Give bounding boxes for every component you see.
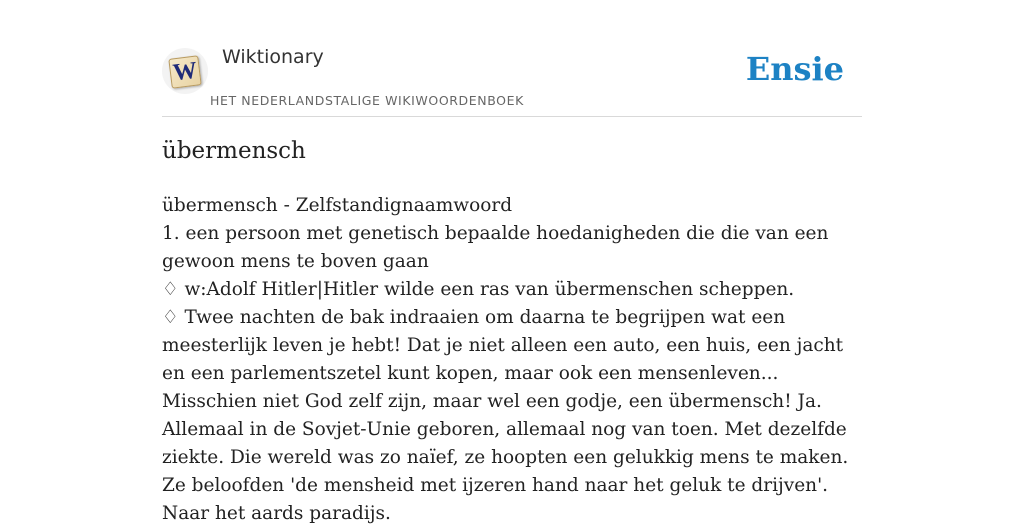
ensie-brand-link[interactable]: Ensie xyxy=(745,50,844,88)
page-title: übermensch xyxy=(162,138,306,164)
site-subtitle: HET NEDERLANDSTALIGE WIKIWOORDENBOEK xyxy=(210,93,524,108)
site-header xyxy=(162,40,862,117)
wiktionary-logo-icon: W xyxy=(168,55,201,88)
site-name[interactable]: Wiktionary xyxy=(222,46,324,68)
entry-content xyxy=(162,192,860,528)
definition-line: 1. een persoon met genetisch bepaalde hoedanigheden die die van een gewoon mens te boven gaan xyxy=(162,223,829,272)
example-line: ♢ Twee nachten de bak indraaien om daarna te begrijpen wat een meesterlijk leven je hebt! Dat je niet alleen een auto, een huis, een jacht en een parlementszetel kunt kopen, maar ook een mensenleven... Misschien niet God zelf zijn, maar wel een godje, een übermensch! Ja. Allemaal in de Sovjet-Unie geboren, allemaal nog van toen. Met dezelfde ziekte. Die wereld was zo naïef, ze hoopten een gelukkig mens te maken. Ze beloofden 'de mensheid met ijzeren hand naar het geluk te drijven'. Naar het aards paradijs. xyxy=(162,307,849,524)
example-line: ♢ w:Adolf Hitler|Hitler wilde een ras van übermenschen scheppen. xyxy=(162,279,795,300)
wiktionary-logo[interactable] xyxy=(162,48,208,94)
word-type-line: übermensch - Zelfstandignaamwoord xyxy=(162,195,513,216)
